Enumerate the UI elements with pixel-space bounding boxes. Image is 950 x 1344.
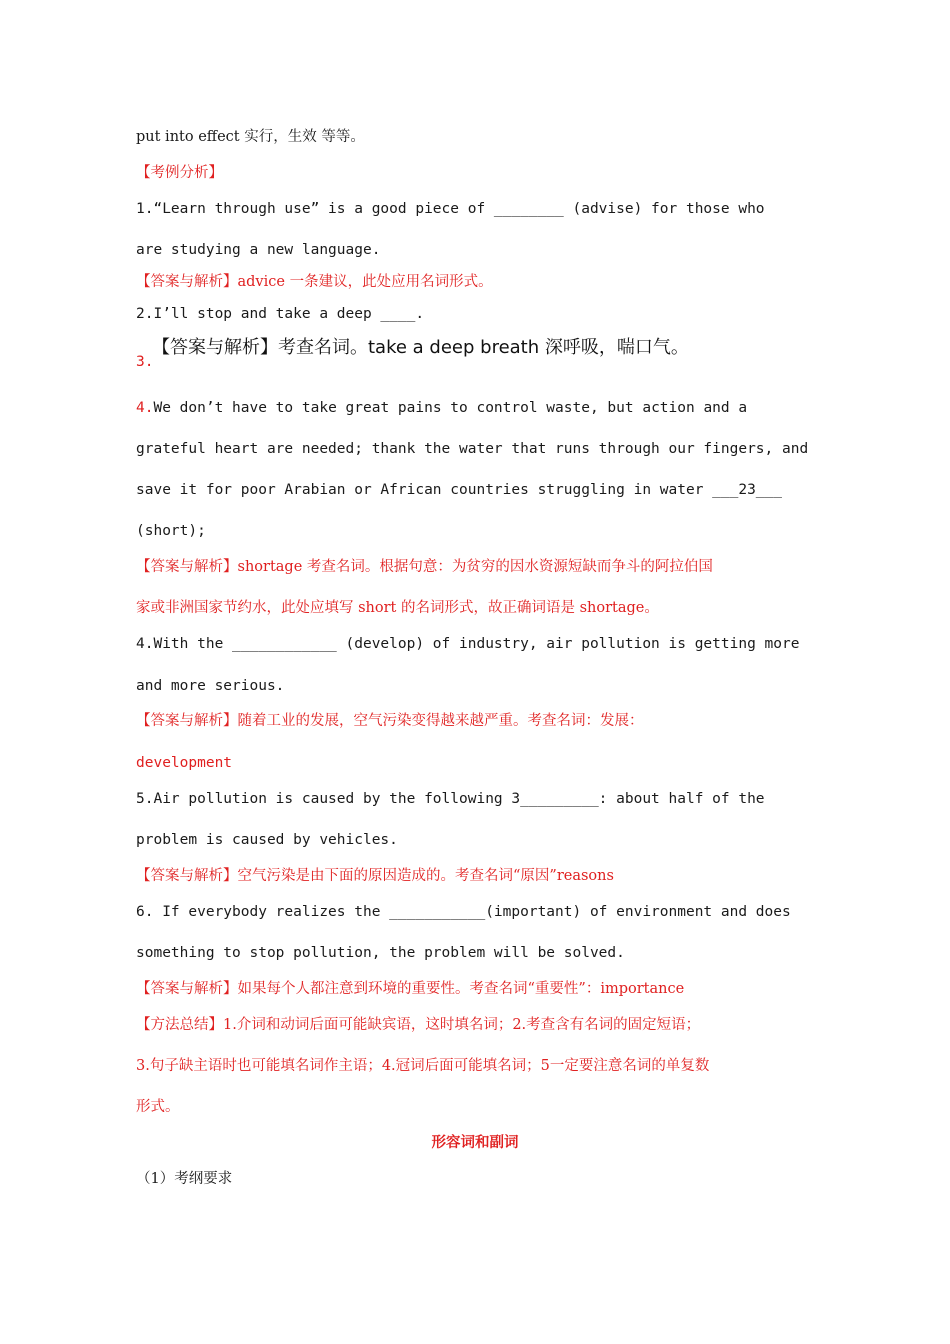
question-2: 2.I’ll stop and take a deep ____. bbox=[136, 306, 425, 322]
question-4-line-1 bbox=[136, 398, 816, 418]
section-heading: 形容词和副词 bbox=[431, 1135, 519, 1151]
answer-6: 【答案与解析】空气污染是由下面的原因造成的。考查名词“原因”reasons bbox=[136, 868, 614, 884]
question-3-number: 3. bbox=[136, 354, 154, 370]
subsection-label: （1）考纲要求 bbox=[136, 1171, 233, 1187]
question-4-number: 4. bbox=[136, 400, 154, 416]
question-6-line-1: 5.Air pollution is caused by the following 3_________: about half of the bbox=[136, 791, 765, 807]
question-7-line-2: something to stop pollution, the problem will be solved. bbox=[136, 945, 625, 961]
answer-2: 【答案与解析】考查名词。take a deep breath 深呼吸，喘口气。 bbox=[152, 337, 689, 358]
question-1-line-1: 1.“Learn through use” is a good piece of ________ (advise) for those who bbox=[136, 201, 765, 217]
method-summary-line-2: 3.句子缺主语时也可能填名词作主语；4.冠词后面可能填名词；5一定要注意名词的单复数 bbox=[136, 1058, 710, 1074]
answer-4-line-2: 家或非洲国家节约水，此处应填写 short 的名词形式，故正确词语是 shortage。 bbox=[136, 600, 659, 616]
text-line: put into effect 实行，生效 等等。 bbox=[136, 129, 365, 145]
answer-5-line-2: development bbox=[136, 755, 233, 771]
question-6-line-2: problem is caused by vehicles. bbox=[136, 832, 398, 848]
question-4-line-4: (short); bbox=[136, 523, 206, 539]
answer-5-line-1: 【答案与解析】随着工业的发展，空气污染变得越来越严重。考查名词：发展： bbox=[136, 713, 644, 729]
section-label-examples: 【考例分析】 bbox=[136, 165, 223, 181]
method-summary-line-3: 形式。 bbox=[136, 1099, 180, 1115]
answer-4-line-1: 【答案与解析】shortage 考查名词。根据句意：为贫穷的因水资源短缺而争斗的阿拉伯国 bbox=[136, 559, 713, 575]
question-7-line-1: 6. If everybody realizes the ___________(important) of environment and does bbox=[136, 904, 791, 920]
question-5-line-2: and more serious. bbox=[136, 678, 285, 694]
question-1-line-2: are studying a new language. bbox=[136, 242, 381, 258]
question-5-line-1: 4.With the ____________ (develop) of industry, air pollution is getting more bbox=[136, 636, 800, 652]
answer-7: 【答案与解析】如果每个人都注意到环境的重要性。考查名词“重要性”：importance bbox=[136, 981, 685, 997]
question-4-line-3: save it for poor Arabian or African countries struggling in water ___23___ bbox=[136, 482, 783, 498]
question-4-line-2: grateful heart are needed; thank the water that runs through our fingers, and bbox=[136, 441, 809, 457]
method-summary-line-1: 【方法总结】1.介词和动词后面可能缺宾语，这时填名词；2.考查含有名词的固定短语； bbox=[136, 1017, 701, 1033]
question-4-text: We don’t have to take great pains to control waste, but action and a bbox=[153, 400, 748, 416]
answer-1: 【答案与解析】advice 一条建议，此处应用名词形式。 bbox=[136, 274, 493, 290]
